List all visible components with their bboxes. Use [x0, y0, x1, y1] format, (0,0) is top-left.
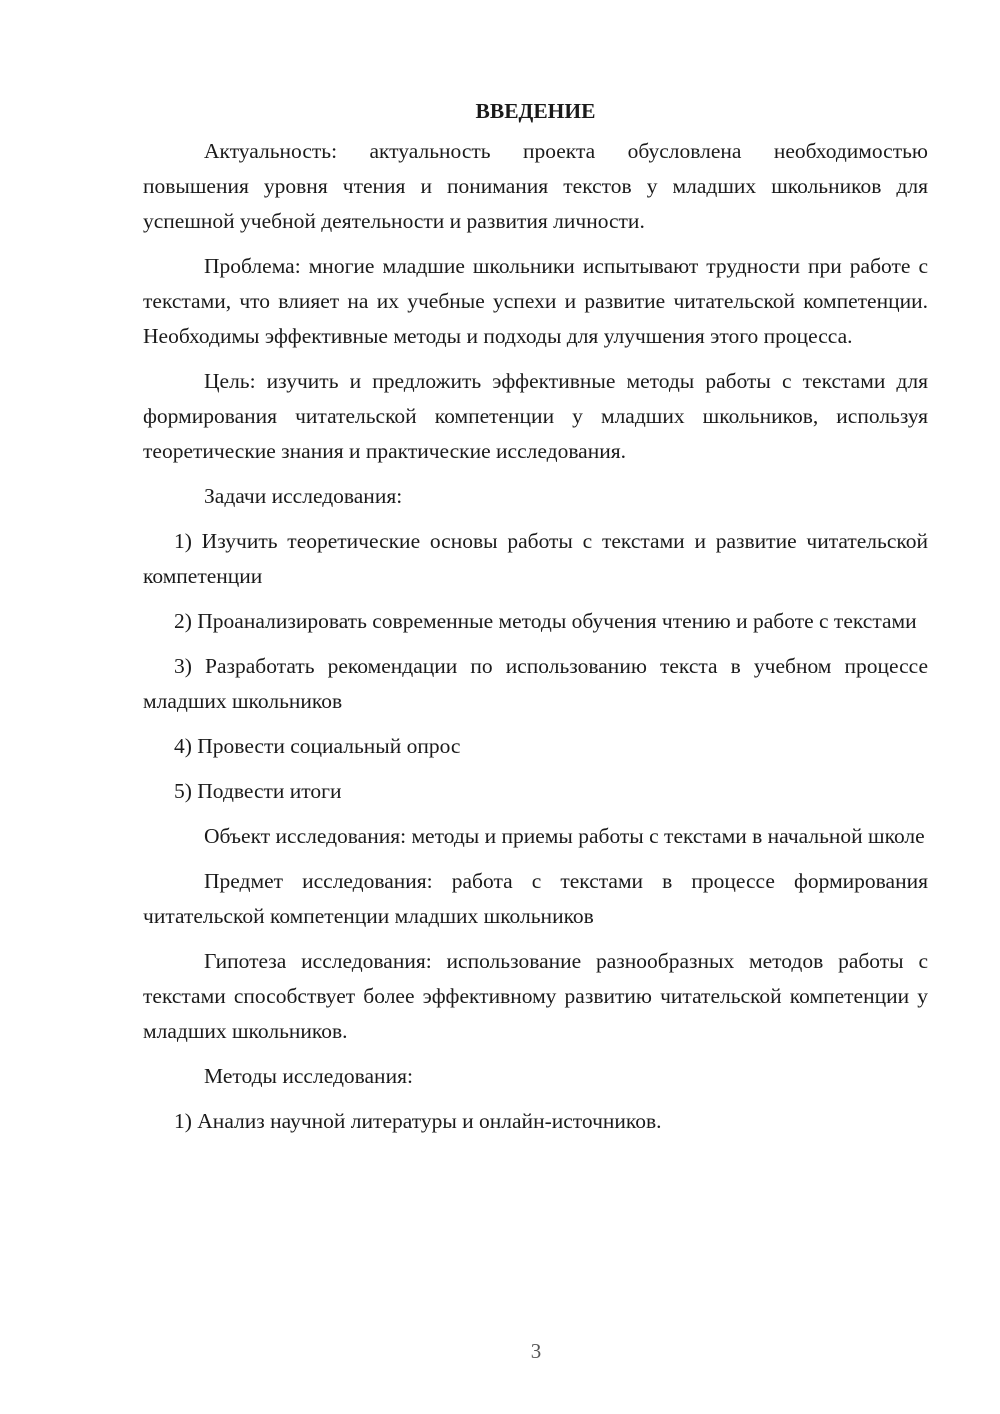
task-item-3: 3) Разработать рекомендации по использованию текста в учебном процессе младших школьников: [143, 654, 928, 713]
document-body: [143, 94, 928, 1149]
relevance-paragraph: Актуальность: актуальность проекта обусловлена необходимостью повышения уровня чтения и понимания текстов у младших школьников для успешной учебной деятельности и развития личности.: [143, 139, 928, 233]
methods-heading: Методы исследования:: [204, 1064, 413, 1088]
hypothesis-paragraph: Гипотеза исследования: использование разнообразных методов работы с текстами способствует более эффективному развитию читательской компетенции у младших школьников.: [143, 949, 928, 1043]
object-paragraph: Объект исследования: методы и приемы работы с текстами в начальной школе: [204, 824, 925, 848]
goal-paragraph: Цель: изучить и предложить эффективные методы работы с текстами для формирования читательской компетенции у младших школьников, используя теоретические знания и практические исследования.: [143, 369, 928, 463]
method-item-1: 1) Анализ научной литературы и онлайн-источников.: [174, 1109, 662, 1133]
subject-paragraph: Предмет исследования: работа с текстами в процессе формирования читательской компетенции младших школьников: [143, 869, 928, 928]
task-item-5: 5) Подвести итоги: [174, 779, 342, 803]
tasks-heading: Задачи исследования:: [204, 484, 403, 508]
task-item-2: 2) Проанализировать современные методы обучения чтению и работе с текстами: [174, 609, 917, 633]
problem-paragraph: Проблема: многие младшие школьники испытывают трудности при работе с текстами, что влияет на их учебные успехи и развитие читательской компетенции. Необходимы эффективные методы и подходы для улучшения этого процесса.: [143, 254, 928, 348]
section-title: ВВЕДЕНИЕ: [475, 99, 596, 123]
task-item-4: 4) Провести социальный опрос: [174, 734, 461, 758]
page-number: 3: [530, 1339, 542, 1363]
task-item-1: 1) Изучить теоретические основы работы с текстами и развитие читательской компетенции: [143, 529, 928, 588]
